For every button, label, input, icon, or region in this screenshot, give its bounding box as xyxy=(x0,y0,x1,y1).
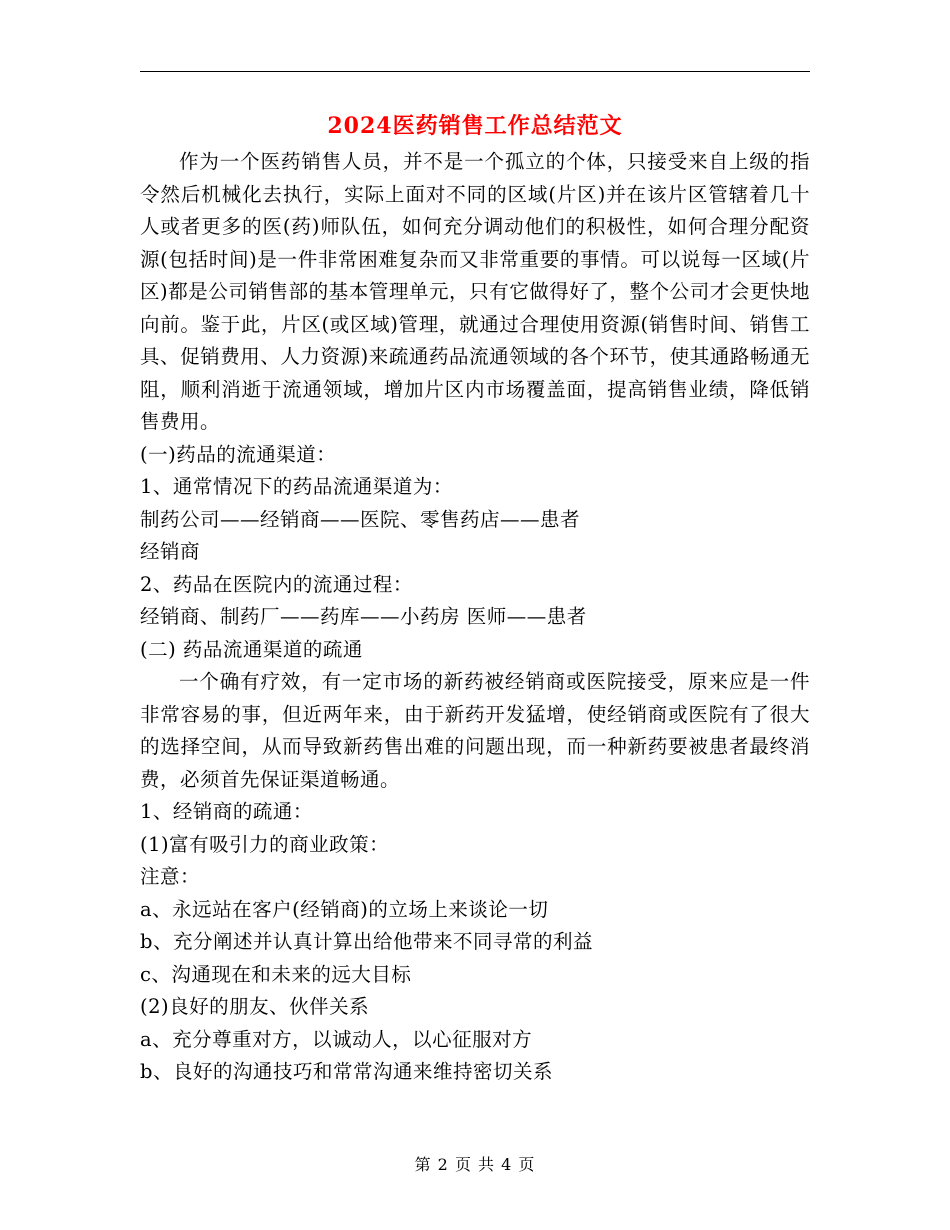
page-number: 第 2 页 共 4 页 xyxy=(414,1155,536,1174)
list-item: 制药公司——经销商——医院、零售药店——患者 xyxy=(140,507,581,531)
section-heading: (二) 药品流通渠道的疏通 xyxy=(140,637,363,661)
list-item: 注意： xyxy=(140,865,201,888)
list-item: 经销商、制药厂——药库——小药房 医师——患者 xyxy=(140,605,587,628)
document-title: 2024医药销售工作总结范文 xyxy=(327,113,623,139)
list-item: a、充分尊重对方，以诚动人，以心征服对方 xyxy=(140,1027,533,1051)
document-body xyxy=(140,146,810,1089)
list-item: b、充分阐述并认真计算出给他带来不同寻常的利益 xyxy=(140,930,593,953)
paragraph: 作为一个医药销售人员，并不是一个孤立的个体，只接受来自上级的指令然后机械化去执行，实际上面对不同的区域(片区)并在该片区管辖着几十人或者更多的医(药)师队伍，如何充分调动他们的积极性，如何合理分配资源(包括时间)是一件非常困难复杂而又非常重要的事情。可以说每一区域(片区)都是公司销售部的基本管理单元，只有它做得好了，整个公司才会更快地向前。鉴于此，片区(或区域)管理，就通过合理使用资源(销售时间、销售工具、促销费用、人力资源)来疏通药品流通领域的各个环节，使其通路畅通无阻，顺利消逝于流通领域，增加片区内市场覆盖面，提高销售业绩，降低销售费用。 xyxy=(140,150,810,433)
list-item: c、沟通现在和未来的远大目标 xyxy=(140,962,412,986)
paragraph: 一个确有疗效，有一定市场的新药被经销商或医院接受，原来应是一件非常容易的事，但近两年来，由于新药开发猛增，使经销商或医院有了很大的选择空间，从而导致新药售出难的问题出现，而一种新药要被患者最终消费，必须首先保证渠道畅通。 xyxy=(140,670,810,791)
list-item: (2)良好的朋友、伙伴关系 xyxy=(140,995,370,1018)
list-item: (1)富有吸引力的商业政策： xyxy=(140,832,390,856)
list-item: 2、药品在医院内的流通过程： xyxy=(140,572,413,596)
list-item: 经销商 xyxy=(140,540,201,563)
list-item: 1、经销商的疏通： xyxy=(140,800,313,823)
section-heading: (一)药品的流通渠道： xyxy=(140,442,337,466)
list-item: b、良好的沟通技巧和常常沟通来维持密切关系 xyxy=(140,1060,553,1083)
header-rule xyxy=(140,71,810,72)
list-item: 1、通常情况下的药品流通渠道为： xyxy=(140,475,453,498)
list-item: a、永远站在客户(经销商)的立场上来谈论一切 xyxy=(140,897,549,921)
